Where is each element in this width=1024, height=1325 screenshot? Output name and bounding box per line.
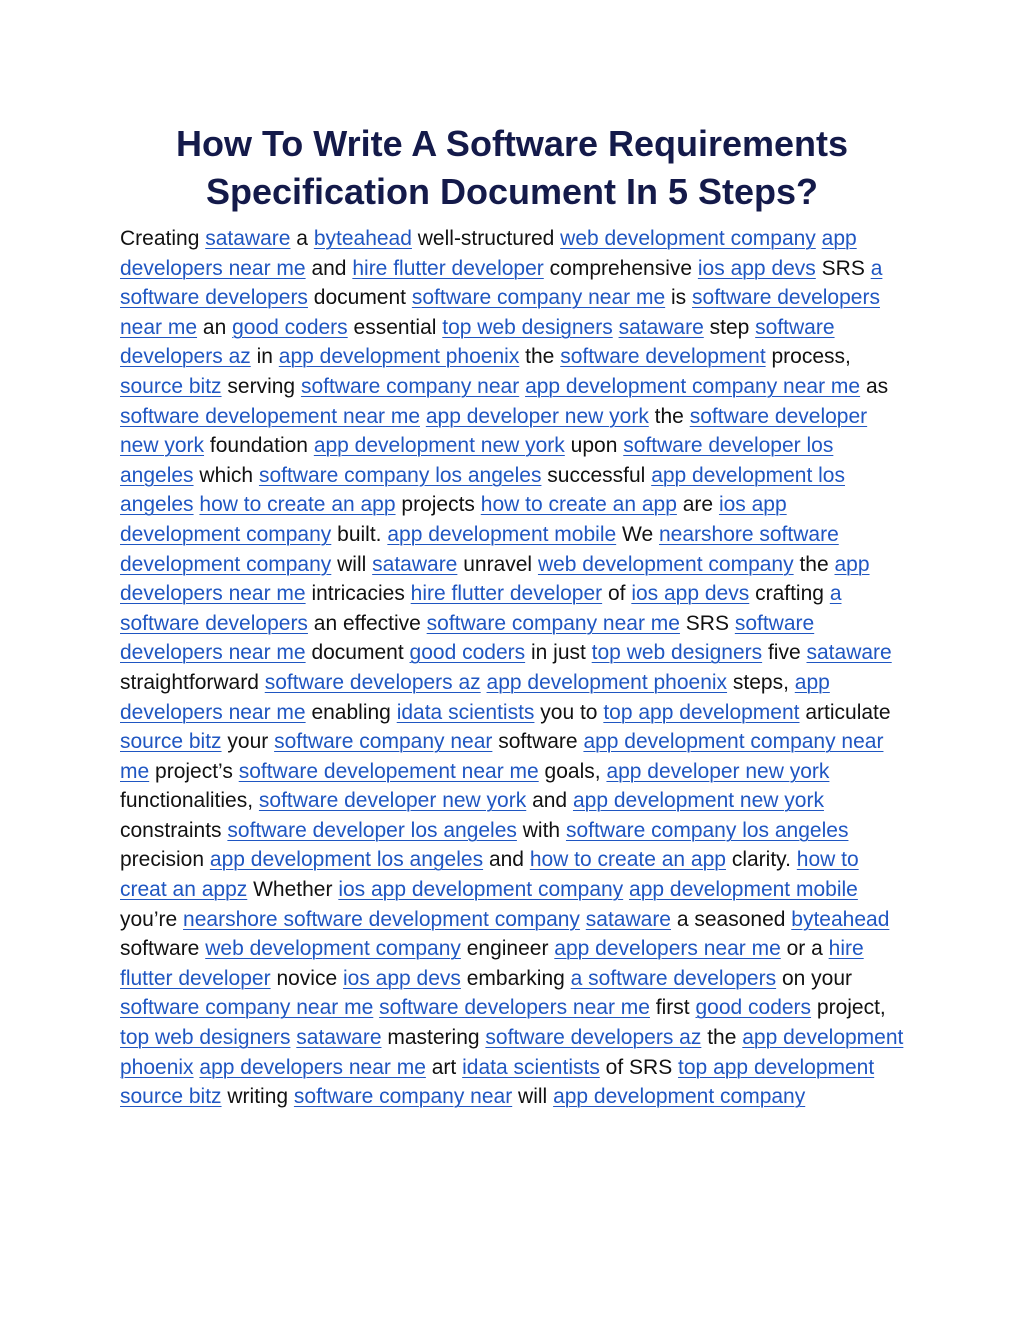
body-text-span: unravel — [463, 552, 533, 576]
body-text-span: the — [525, 345, 555, 369]
body-link[interactable]: app developers near me — [199, 1055, 426, 1079]
body-link[interactable]: app development mobile — [629, 878, 858, 902]
body-link[interactable]: app development company — [553, 1085, 806, 1109]
body-text-span: software — [120, 937, 200, 961]
body-link[interactable]: software developers near me — [379, 996, 650, 1020]
body-text-span: upon — [570, 434, 618, 458]
body-link[interactable]: software company near me — [426, 611, 680, 635]
body-link[interactable]: software developement near me — [120, 404, 420, 428]
body-paragraph — [120, 224, 904, 1112]
body-link[interactable]: software company near me — [120, 996, 374, 1020]
body-text-span: on your — [781, 966, 852, 990]
body-text-span: document — [313, 286, 407, 310]
body-text-span: mastering — [387, 1026, 480, 1050]
body-text-span: serving — [227, 374, 296, 398]
body-text-span: constraints — [120, 818, 222, 842]
body-link[interactable]: a software developers — [570, 966, 777, 990]
body-text-span: your — [227, 730, 269, 754]
body-text-span: engineer — [466, 937, 549, 961]
body-link[interactable]: app development los angeles — [120, 463, 845, 517]
body-link[interactable]: top app development — [678, 1055, 875, 1079]
body-text-span: goals, — [544, 759, 601, 783]
body-link[interactable]: app developers near me — [120, 227, 857, 280]
body-text-span: will — [518, 1085, 548, 1109]
body-text-span: clarity. — [731, 848, 791, 872]
body-link[interactable]: idata scientists — [462, 1055, 600, 1079]
body-text-span: project, — [816, 996, 886, 1020]
body-text-span: in just — [530, 641, 586, 665]
body-text-span: articulate — [805, 700, 891, 724]
body-text-span: and — [488, 848, 524, 872]
body-text-span: step — [709, 315, 750, 339]
body-text-span: document — [311, 641, 404, 665]
body-link[interactable]: how to create an app — [480, 493, 677, 517]
body-link[interactable]: source bitz — [120, 730, 222, 754]
body-text-span: a seasoned — [676, 907, 786, 931]
body-link[interactable]: software company near — [293, 1085, 513, 1109]
body-text-span: the — [654, 404, 684, 428]
body-link[interactable]: app development los angeles — [209, 848, 484, 872]
body-link[interactable]: top web designers — [442, 315, 613, 339]
body-link[interactable]: sataware — [618, 315, 704, 339]
body-text-span: five — [767, 641, 801, 665]
body-link[interactable]: software developers near me — [120, 286, 880, 339]
body-link[interactable]: source bitz — [120, 1085, 222, 1109]
body-link[interactable]: software company los angeles — [565, 818, 849, 842]
body-link[interactable]: how to create an app — [529, 848, 726, 872]
body-link[interactable]: top app development — [603, 700, 800, 724]
body-link[interactable]: software company near — [274, 730, 493, 754]
body-text-span: We — [622, 522, 654, 546]
body-link[interactable]: sataware — [205, 227, 291, 250]
body-link[interactable]: sataware — [296, 1026, 382, 1050]
body-link[interactable]: how to creat an appz — [120, 848, 859, 902]
body-link[interactable]: software developers az — [485, 1026, 702, 1050]
body-link[interactable]: software developer new york — [120, 404, 868, 458]
body-text-span: and — [311, 256, 347, 280]
body-link[interactable]: app development company near me — [120, 730, 884, 783]
body-link[interactable]: ios app devs — [697, 256, 816, 280]
body-text-span: process, — [771, 345, 851, 369]
body-text-span: successful — [547, 463, 646, 487]
body-text-span: essential — [353, 315, 437, 339]
body-link[interactable]: sataware — [372, 552, 458, 576]
body-link[interactable]: a software developers — [120, 582, 842, 635]
body-text-span: the — [707, 1026, 737, 1050]
body-link[interactable]: hire flutter developer — [410, 582, 603, 606]
body-link[interactable]: software developers az — [120, 315, 835, 369]
body-link[interactable]: good coders — [232, 315, 348, 339]
body-text-span: is — [671, 286, 687, 310]
body-link[interactable]: ios app devs — [342, 966, 461, 990]
body-text-span: crafting — [755, 582, 824, 606]
body-text-span: projects — [401, 493, 475, 517]
body-text-span: an effective — [313, 611, 421, 635]
body-link[interactable]: byteahead — [313, 227, 412, 250]
body-link[interactable]: app developers near me — [120, 670, 830, 724]
body-link[interactable]: idata scientists — [396, 700, 535, 724]
body-link[interactable]: nearshore software development company — [183, 907, 580, 931]
body-link[interactable]: nearshore software development company — [120, 522, 839, 576]
body-text-span: art — [431, 1055, 457, 1079]
body-text-span: novice — [276, 966, 338, 990]
body-text-span: first — [655, 996, 690, 1020]
body-link[interactable]: software developers az — [264, 670, 481, 694]
body-link[interactable]: software developers near me — [120, 611, 815, 665]
body-link[interactable]: app development phoenix — [120, 1026, 904, 1079]
body-link[interactable]: software company los angeles — [258, 463, 542, 487]
body-text-span: with — [522, 818, 561, 842]
body-text-span: are — [682, 493, 714, 517]
body-link[interactable]: app development phoenix — [278, 345, 520, 369]
body-link[interactable]: good coders — [409, 641, 526, 665]
body-link[interactable]: web development company — [537, 552, 794, 576]
body-text-span: SRS — [821, 256, 865, 280]
body-link[interactable]: app developers near me — [554, 937, 781, 961]
body-text-span: enabling — [311, 700, 391, 724]
body-text-span: writing — [227, 1085, 289, 1109]
body-link[interactable]: software developement near me — [238, 759, 539, 783]
body-link[interactable]: sataware — [585, 907, 671, 931]
body-text-span: Creating — [120, 227, 200, 250]
body-link[interactable]: top web designers — [120, 1026, 291, 1050]
body-text-span: as — [865, 374, 889, 398]
body-text-span: project’s — [155, 759, 233, 783]
body-link[interactable]: source bitz — [120, 374, 222, 398]
body-link[interactable]: top web designers — [591, 641, 763, 665]
body-link[interactable]: app developers near me — [120, 552, 870, 606]
body-text-span: the — [799, 552, 829, 576]
body-link[interactable]: app development mobile — [387, 522, 617, 546]
body-link[interactable]: app developer new york — [425, 404, 649, 428]
document-title: How To Write A Software Requirements Specification Document In 5 Steps? — [175, 123, 849, 212]
body-text-span: you’re — [120, 907, 178, 931]
body-link[interactable]: app development company near me — [525, 374, 861, 398]
body-text-span: embarking — [466, 966, 565, 990]
body-text-span: which — [199, 463, 254, 487]
body-text-span: Whether — [253, 878, 333, 902]
document-page — [120, 120, 904, 1112]
body-text-span: of — [607, 582, 626, 606]
body-text-span: you to — [540, 700, 598, 724]
body-link[interactable]: app developer new york — [606, 759, 830, 783]
body-link[interactable]: ios app devs — [631, 582, 750, 606]
body-text-span: steps, — [732, 670, 789, 694]
body-link[interactable]: sataware — [806, 641, 892, 665]
body-link[interactable]: hire flutter developer — [120, 937, 864, 990]
body-link[interactable]: how to create an app — [199, 493, 396, 517]
body-text-span: built. — [337, 522, 382, 546]
body-link[interactable]: ios app development company — [120, 493, 787, 546]
body-text-span: a — [296, 227, 308, 250]
body-text-span: will — [337, 552, 367, 576]
body-text-span: functionalities, — [120, 789, 254, 813]
body-text-span: foundation — [209, 434, 308, 458]
body-link[interactable]: good coders — [695, 996, 812, 1020]
body-link[interactable]: a software developers — [120, 256, 883, 310]
body-link[interactable]: software company near me — [411, 286, 666, 310]
body-text-span: and — [532, 789, 568, 813]
body-link[interactable]: web development company — [205, 937, 461, 961]
body-text-span: or a — [786, 937, 823, 961]
body-link[interactable]: web development company — [560, 227, 816, 250]
body-link[interactable]: app development new york — [572, 789, 824, 813]
body-link[interactable]: app development phoenix — [486, 670, 728, 694]
body-text-span: comprehensive — [549, 256, 693, 280]
body-link[interactable]: ios app development company — [338, 878, 624, 902]
body-text-span: intricacies — [311, 582, 405, 606]
body-text-span: straightforward — [120, 670, 259, 694]
body-link[interactable]: hire flutter developer — [352, 256, 544, 280]
body-link[interactable]: software development — [560, 345, 766, 369]
body-link[interactable]: software developer new york — [258, 789, 527, 813]
body-text-span: well-structured — [417, 227, 555, 250]
body-text-span: SRS — [685, 611, 729, 635]
body-link[interactable]: software company near — [300, 374, 520, 398]
body-text-span: an — [202, 315, 227, 339]
body-text-span: software — [498, 730, 578, 754]
body-text-span: of SRS — [605, 1055, 673, 1079]
body-link[interactable]: software developer los angeles — [227, 818, 517, 842]
body-link[interactable]: app development new york — [313, 434, 565, 458]
body-link[interactable]: software developer los angeles — [120, 434, 834, 487]
body-text-span: precision — [120, 848, 205, 872]
body-link[interactable]: byteahead — [791, 907, 890, 931]
body-text-span: in — [256, 345, 273, 369]
